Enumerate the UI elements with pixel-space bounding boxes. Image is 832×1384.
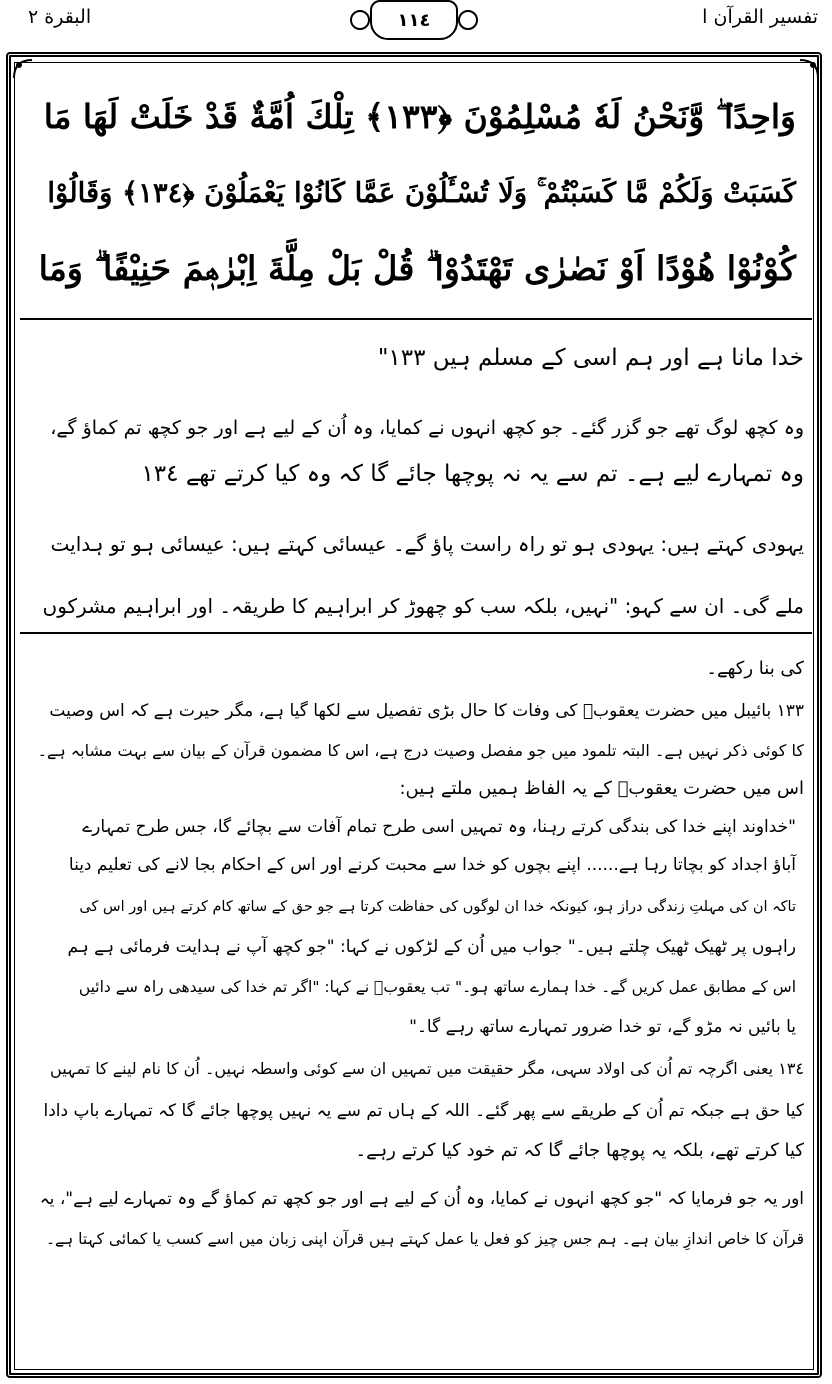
ornament-icon [458,10,478,30]
commentary-line: اور یہ جو فرمایا کہ "جو کچھ انہوں نے کمایا، وہ اُن کے لیے ہے اور جو کچھ تم کماؤ گے وہ تمہارے لیے ہے"، یہ [39,1189,804,1209]
quote-line: "خداوند اپنے خدا کی بندگی کرتے رہنا، وہ تمہیں اسی طرح تمام آفات سے بچائے گا، جس طرح تمہارے [82,817,796,837]
commentary-line: کا کوئی ذکر نہیں ہے۔ البتہ تلمود میں جو مفصل وصیت درج ہے، اس کا مضمون قرآن کے بیان سے بہت مشابہ ہے۔ [37,741,804,760]
corner-ornament-icon [798,58,820,80]
corner-ornament-icon [12,58,34,80]
quote-line: راہوں پر ٹھیک ٹھیک چلتے ہیں۔" جواب میں اُن کے لڑکوں نے کہا: "جو کچھ آپ نے ہدایت فرمائی ہے ہم [67,937,796,957]
commentary-line: ١٣٣ بائیبل میں حضرت یعقوبؑ کی وفات کا حال بڑی تفصیل سے لکھا گیا ہے، مگر حیرت ہے کہ اس وصیت [49,701,804,721]
quote-line: آباؤ اجداد کو بچاتا رہا ہے...... اپنے بچوں کو خدا سے محبت کرنے اور اس کے احکام بجا لانے کی تعلیم دینا [68,855,796,875]
commentary-line: ١٣٤ یعنی اگرچہ تم اُن کی اولاد سہی، مگر حقیقت میں تمہیں ان سے کوئی واسطہ نہیں۔ اُن کا نام لینے کا تمہیں [50,1059,804,1078]
section-divider [20,318,812,320]
page-header [0,0,832,50]
quran-verse-line: وَاحِدًا ۖ وَّنَحْنُ لَهٗ مُسْلِمُوْنَ ﴿١٣٣﴾ تِلْكَ اُمَّةٌ قَدْ خَلَتْ لَهَا مَا [43,97,796,136]
commentary-line: کیا حق ہے جبکہ تم اُن کے طریقے سے پھر گئے۔ اللہ کے ہاں تم سے یہ نہیں پوچھا جائے گا کہ تمہارے باپ دادا [43,1101,804,1121]
quote-line: اس کے مطابق عمل کریں گے۔ خدا ہمارے ساتھ ہو۔" تب یعقوبؑ نے کہا: "اگر تم خدا کی سیدھی راہ سے دائیں [78,978,796,996]
quran-verse-line: كُوْنُوْا هُوْدًا اَوْ نَصٰرٰى تَهْتَدُوْا ۗ قُلْ بَلْ مِلَّةَ اِبْرٰهٖمَ حَنِيْفًا ۗ وَمَا [38,249,796,288]
commentary-line: کیا کرتے تھے، بلکہ یہ پوچھا جائے گا کہ تم خود کیا کرتے رہے۔ [355,1140,804,1161]
commentary-line: قرآن کا خاص اندازِ بیان ہے۔ ہم جس چیز کو فعل یا عمل کہتے ہیں قرآن اپنی زبان میں اسے کسب یا کمائی کہتا ہے۔ [45,1230,804,1248]
surah-name: البقرة ٢ [28,6,92,28]
translation-line: ملے گی۔ ان سے کہو: "نہیں، بلکہ سب کو چھوڑ کر ابراہیم کا طریقہ۔ اور ابراہیم مشرکوں [42,594,804,618]
commentary-line: کی بنا رکھے۔ [706,658,804,679]
book-title: تفسیر القرآن ا [702,6,818,28]
quote-line: یا بائیں نہ مڑو گے، تو خدا ضرور تمہارے ساتھ رہے گا۔" [409,1017,796,1037]
section-divider [20,632,812,634]
translation-line: وہ کچھ لوگ تھے جو گزر گئے۔ جو کچھ انہوں نے کمایا، وہ اُن کے لیے ہے اور جو کچھ تم کماؤ گے، [50,417,804,439]
page-number-badge [370,0,458,40]
translation-line: وہ تمہارے لیے ہے۔ تم سے یہ نہ پوچھا جائے گا کہ وہ کیا کرتے تھے ١٣٤ [141,461,804,487]
quran-verse-line: كَسَبَتْ وَلَكُمْ مَّا كَسَبْتُمْ ۚ وَلَا تُسْـَٔلُوْنَ عَمَّا كَانُوْا يَعْمَلُوْنَ ﴿١٣٤﴾ وَقَالُوْا [47,177,796,209]
ornament-icon [350,10,370,30]
translation-line: یہودی کہتے ہیں: یہودی ہو تو راہ راست پاؤ گے۔ عیسائی کہتے ہیں: عیسائی ہو تو ہدایت [50,532,804,556]
quote-line: تاکہ ان کی مہلتِ زندگی دراز ہو، کیونکہ خدا ان لوگوں کی حفاظت کرتا ہے جو حق کے ساتھ کام کرتے ہیں اور اس کی [79,899,796,915]
commentary-line: اس میں حضرت یعقوبؑ کے یہ الفاظ ہمیں ملتے ہیں: [399,778,804,799]
page-number: ١١٤ [397,9,431,31]
translation-line: خدا مانا ہے اور ہم اسی کے مسلم ہیں ١٣٣" [377,345,804,371]
